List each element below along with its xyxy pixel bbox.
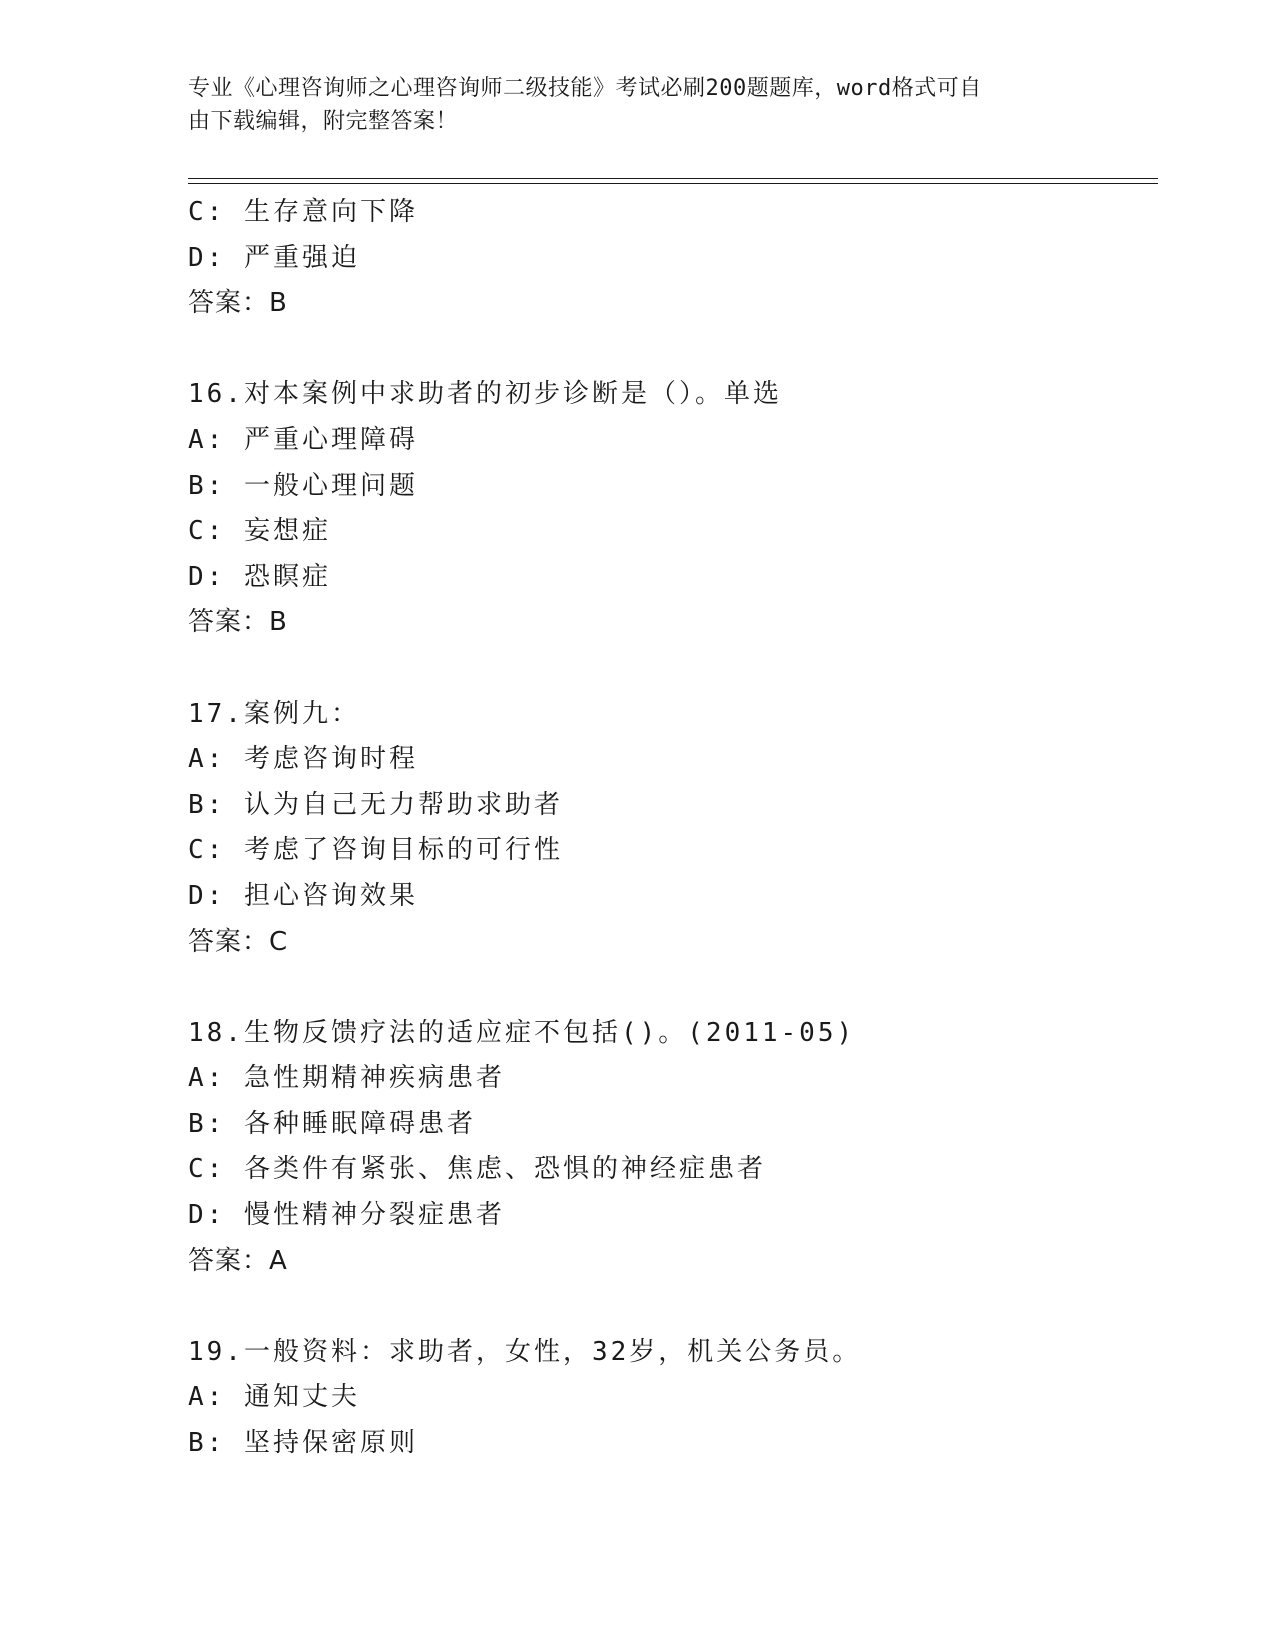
answer: 答案：B (188, 288, 288, 319)
option-c: C: 各类件有紧张、焦虑、恐惧的神经症患者 (188, 1154, 766, 1185)
option-d: D: 慢性精神分裂症患者 (188, 1200, 505, 1231)
answer: 答案：B (188, 607, 288, 638)
option-d: D: 严重强迫 (188, 242, 360, 273)
option-d: D: 恐瞑症 (188, 561, 331, 592)
header-divider-double (188, 183, 1158, 184)
option-b: B: 坚持保密原则 (188, 1428, 418, 1459)
answer: 答案：A (188, 1245, 288, 1276)
question-stem: 18.生物反馈疗法的适应症不包括()。(2011-05) (188, 1017, 856, 1048)
document-header (188, 72, 1088, 138)
answer: 答案：C (188, 926, 289, 957)
option-c: C: 生存意向下降 (188, 197, 418, 227)
question-stem: 16.对本案例中求助者的初步诊断是（）。单选 (188, 379, 782, 410)
option-b: B: 认为自己无力帮助求助者 (188, 789, 563, 820)
option-d: D: 担心咨询效果 (188, 880, 418, 911)
option-b: B: 一般心理问题 (188, 470, 418, 501)
header-line-2: 由下载编辑，附完整答案！ (188, 109, 459, 134)
header-divider (188, 178, 1158, 179)
option-b: B: 各种睡眠障碍患者 (188, 1108, 476, 1139)
question-stem: 19.一般资料：求助者，女性，32岁，机关公务员。 (188, 1336, 862, 1367)
question-list (188, 190, 1148, 1467)
option-c: C: 考虑了咨询目标的可行性 (188, 835, 563, 866)
option-a: A: 考虑咨询时程 (188, 744, 418, 775)
question-stem: 17.案例九： (188, 698, 360, 729)
option-a: A: 急性期精神疾病患者 (188, 1063, 505, 1094)
option-a: A: 通知丈夫 (188, 1382, 360, 1413)
option-a: A: 严重心理障碍 (188, 424, 418, 455)
option-c: C: 妄想症 (188, 516, 331, 547)
header-line-1: 专业《心理咨询师之心理咨询师二级技能》考试必刷200题题库，word格式可自 (188, 76, 982, 101)
